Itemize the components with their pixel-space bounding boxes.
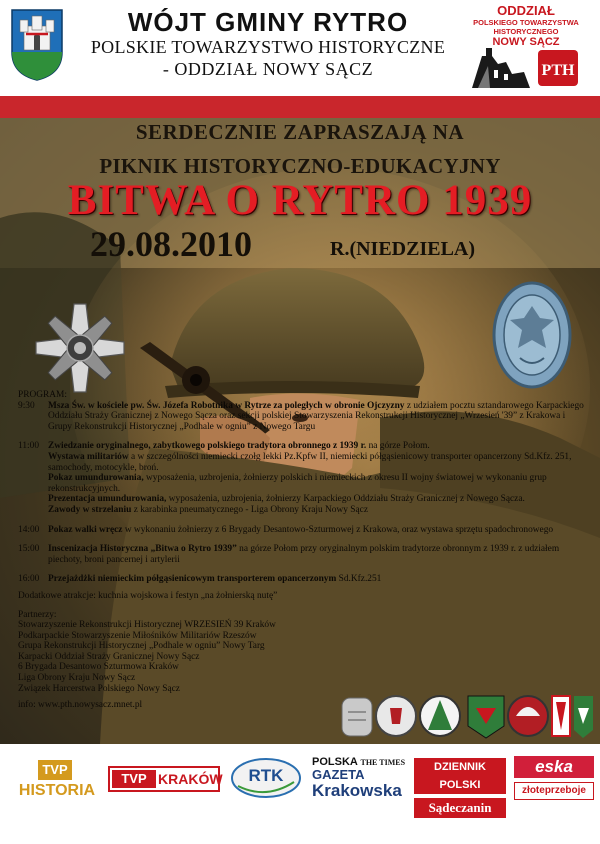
- castle-ruin-icon: [468, 44, 588, 90]
- partners-list: [18, 610, 588, 695]
- program-subitem: [48, 494, 588, 505]
- tvp-box-icon: TVP: [38, 760, 72, 780]
- program-section: [18, 390, 588, 711]
- program-item-title: Pokaz walki wręcz: [48, 524, 123, 535]
- partner-emblems: [340, 690, 595, 742]
- sadeczanin-text: Sądeczanin: [414, 798, 506, 818]
- header-title-block: [82, 8, 454, 80]
- gmina-rytro-coat-of-arms: [10, 8, 64, 82]
- program-subitem: [48, 473, 588, 494]
- zhp-emblem-icon: [574, 696, 593, 738]
- krakowska-text: Krakowska: [312, 781, 402, 800]
- program-item: [18, 401, 588, 433]
- info-link[interactable]: info: www.pth.nowysacz.mnet.pl: [18, 700, 143, 711]
- eska-text: eska: [514, 756, 594, 778]
- tvp-historia-logo: [12, 760, 102, 804]
- tvp-krakow-logo: [108, 766, 223, 792]
- cross-badge-icon: [30, 298, 130, 398]
- event-date: 29.08.2010: [90, 224, 252, 264]
- program-item: [18, 574, 588, 585]
- partner-item: Związek Harcerstwa Polskiego Nowy Sącz: [18, 683, 180, 694]
- gazeta-text: GAZETA: [312, 767, 365, 782]
- program-time: 14:00: [18, 524, 40, 535]
- program-subitem-title: Prezentacja umundurowania,: [48, 494, 167, 505]
- program-subitem: [48, 452, 588, 473]
- program-item-text: Sd.Kfz.251: [336, 574, 382, 585]
- gazeta-krakowska-logo: [312, 756, 408, 812]
- program-subitem: [48, 505, 588, 516]
- partner-item: Stowarzyszenie Rekonstrukcji Historycznej WRZESIEŃ 39 Kraków: [18, 620, 276, 631]
- header-title-pth: POLSKIE TOWARZYSTWO HISTORYCZNE: [90, 37, 446, 57]
- partner-item: Grupa Rekonstrukcji Historycznej „Podhale w ogniu” Nowy Targ: [18, 641, 265, 652]
- header-title-oddzial: - ODDZIAŁ NOWY SĄCZ: [162, 59, 374, 79]
- program-item-text: z udziałem pocztu sztandarowego Karpackiego Oddziału Straży Granicznej z Nowego Sącza oraz sekcji polskiej Stowarzyszenia Rekonstrukcji Historycznej „Wrzesień '39” z Krakowa i Grupy Rekonstrukcji Historycznej „Podhale w ogniu” z Nowego Targu: [48, 400, 584, 432]
- header: [0, 0, 600, 96]
- program-item-title: Inscenizacja Historyczna „Bitwa o Rytro 1939”: [48, 544, 237, 555]
- tvp-krakow-box-icon: TVP: [112, 770, 156, 788]
- partner-item: Karpacki Oddział Straży Granicznej Nowy Sącz: [18, 651, 200, 662]
- extra-attractions: Dodatkowe atrakcje: kuchnia wojskowa i festyn „na żołnierską nutę”: [18, 590, 278, 601]
- partner-item: Liga Obrony Kraju Nowy Sącz: [18, 673, 136, 684]
- program-subitem-text: a w szczególności niemiecki czołg lekki Pz.Kpfw II, niemiecki półgąsienicowy transporter opancerzony Sd.Kfz. 251, samochody, motocykle, broń.: [48, 451, 572, 473]
- pth-monogram: PTH: [541, 62, 575, 79]
- eska-zlote-logo: [514, 756, 594, 806]
- program-subitem-text: z karabinka pneumatycznego - Liga Obrony Kraju Nowy Sącz: [131, 504, 368, 515]
- event-date-day: R.(NIEDZIELA): [330, 238, 476, 260]
- program-item-title: Przejażdżki niemieckim półgąsienicowym transporterem opancerzonym: [48, 574, 337, 585]
- dziennik-sadeczanin-logo: [414, 758, 506, 815]
- invite-line-2: PIKNIK HISTORYCZNO-EDUKACYJNY: [99, 154, 501, 178]
- program-item-text: w wykonaniu żołnierzy z 6 Brygady Desantowo-Szturmowej z Krakowa, oraz wystawa sprzętu spadochronowego: [122, 524, 554, 535]
- program-time: 16:00: [18, 574, 40, 585]
- lok-emblem-icon: [552, 696, 570, 736]
- header-title-wojt: WÓJT GMINY RYTRO: [127, 7, 409, 37]
- podhale-emblem-icon: [420, 696, 460, 736]
- program-time: 15:00: [18, 544, 40, 555]
- program-time: 9:30: [18, 400, 35, 411]
- program-item-text: na górze Połom przy oryginalnym polskim tradytorze obronnym z 1939 r. z udziałem piechoty, broni pancernej i artylerii: [48, 544, 560, 565]
- pth-logo-line3: NOWY SĄCZ: [492, 36, 560, 48]
- tvp-krakow-text: KRAKÓW: [158, 771, 223, 787]
- program-item-title: Zwiedzanie oryginalnego, zabytkowego polskiego tradytora obronnego z 1939 r.: [48, 441, 367, 452]
- program-subitem-text: wyposażenia, uzbrojenia, żołnierzy Karpackiego Oddziału Straży Granicznej z Nowego Sącza.: [166, 494, 525, 505]
- program-subitem-title: Pokaz umundurowania,: [48, 473, 144, 484]
- pth-logo-line2: POLSKIEGO TOWARZYSTWA HISTORYCZNEGO: [473, 18, 579, 36]
- pth-logo: [458, 4, 594, 92]
- program-item-title: Msza Św. w kościele pw. Św. Józefa Robotnika w Rytrze za poległych w obronie Ojczyzny: [48, 400, 405, 411]
- rtk-text: RTK: [248, 766, 284, 785]
- program-subitem-title: Zawody w strzelaniu: [48, 504, 132, 515]
- program-item-text: na górze Połom.: [366, 441, 430, 452]
- program-time: 11:00: [18, 441, 40, 452]
- dziennik-polski-text: DZIENNIK POLSKI: [414, 758, 506, 794]
- program-item: [18, 525, 588, 536]
- program-subitem-title: Wystawa militariów: [48, 451, 129, 462]
- program-item: [18, 441, 588, 515]
- rtk-logo: [230, 756, 302, 800]
- border-guard-emblem-icon: [376, 696, 416, 736]
- tvp-historia-text: HISTORIA: [18, 782, 96, 799]
- gazeta-polska-text: POLSKA: [312, 756, 358, 768]
- zlote-przeboje-text: złoteprzeboje: [514, 782, 594, 800]
- partner-item: Podkarpackie Stowarzyszenie Miłośników Militariów Rzeszów: [18, 630, 257, 641]
- paratroopers-emblem-icon: [468, 696, 504, 738]
- poster-area: [0, 118, 600, 744]
- event-title: BITWA O RYTRO 1939: [67, 177, 533, 224]
- dog-tag-icon: [342, 698, 372, 736]
- eagle-badge-icon: [490, 278, 574, 392]
- sponsor-logos: [0, 744, 600, 844]
- red-band: [0, 96, 600, 118]
- invite-line-1: SERDECZNIE ZAPRASZAJĄ NA: [135, 120, 465, 144]
- program-heading: PROGRAM:: [18, 390, 67, 400]
- parachute-emblem-icon: [508, 696, 548, 736]
- gazeta-times-text: THE TIMES: [360, 758, 406, 767]
- partners-heading: Partnerzy:: [18, 609, 57, 620]
- program-item: [18, 544, 588, 565]
- partner-item: 6 Brygada Desantowo Szturmowa Kraków: [18, 662, 179, 673]
- program-subitem-text: wyposażenia, uzbrojenia, żołnierzy polskich i niemieckich z okresu II wojny światowej w wykonaniu grup rekonstrukcyjnych.: [48, 473, 547, 494]
- pth-logo-line1: ODDZIAŁ: [497, 3, 555, 18]
